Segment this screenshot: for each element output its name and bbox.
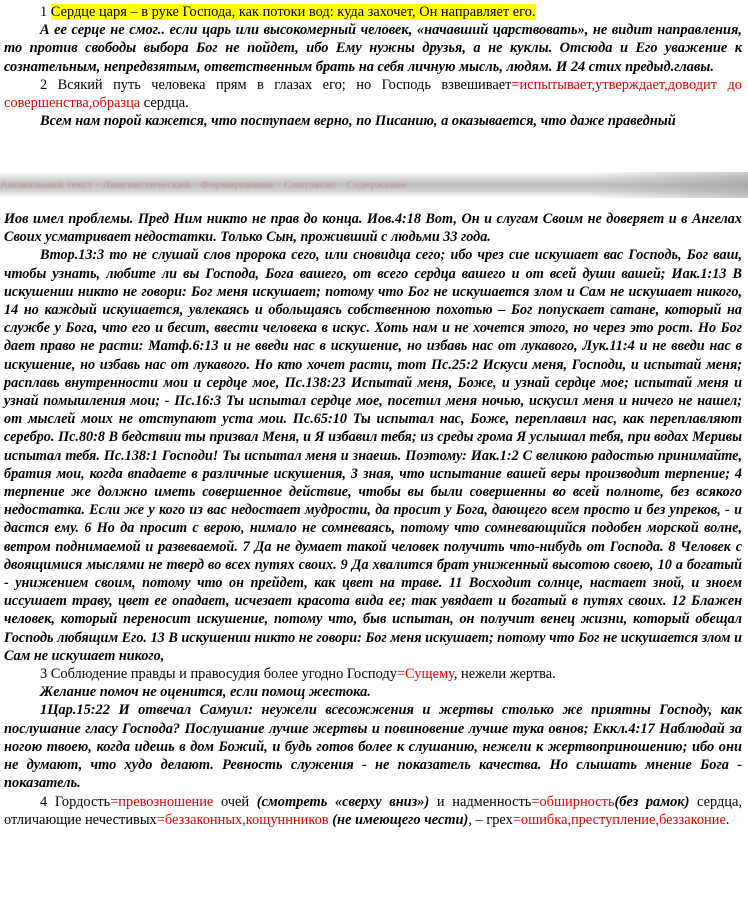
verse-4-c: и надменность bbox=[429, 793, 532, 810]
verse-3-tail: , нежели жертва. bbox=[453, 666, 556, 683]
commentary-5: Желание помоч не оценится, если помощ жестока. bbox=[40, 684, 371, 701]
verse-2-tail: сердца. bbox=[140, 95, 189, 112]
verse-1-highlight: Сердце царя – в руке Господа, как потоки вод: куда захочет, Он направляет его. bbox=[50, 4, 536, 20]
commentary-3: Иов имел проблемы. Пред Ним никто не прав до конца. Иов.4:18 Вот, Он и слугам Своим не доверяет и в Ангелах Своих усматривает недостатки. Только Сын, проживший с людьми 33 года. bbox=[4, 211, 742, 246]
page-bottom bbox=[0, 210, 748, 829]
verse-4-gloss-3: =беззаконных,кощуннников bbox=[156, 811, 329, 828]
commentary-1: А ее серце не смог.. если царь или высокомерный человек, «начавший царствовать», не видит направления, то против свободы выбора Бог не пойдет, ибо Ему нужны друзья, а не куклы. Отсюда и Его уважение к сознательным, непредвзятым, ответственным брать на себя личную мысль, людям. И 24 стих предыд.главы. bbox=[4, 22, 742, 75]
verse-4-g: . bbox=[725, 811, 730, 828]
verse-4-gloss-1: =превозношение bbox=[110, 793, 214, 810]
verse-1 bbox=[4, 3, 742, 21]
blur-shade bbox=[588, 172, 748, 198]
verse-2 bbox=[4, 76, 742, 112]
verse-3-text: 3 Соблюдение правды и правосудия более угодно Господу bbox=[40, 666, 397, 683]
page-break-blur bbox=[0, 172, 748, 198]
verse-2-text: 2 Всякий путь человека прям в глазах его; но Господь взвешивает bbox=[40, 76, 512, 93]
verse-3-gloss: =Сущему bbox=[396, 666, 454, 683]
verse-4-d: сердца, отличающие нечестивых bbox=[4, 793, 742, 828]
verse-1-number: 1 bbox=[40, 4, 51, 20]
commentary-2: Всем нам порой кажется, что поступаем верно, по Писанию, а оказывается, что даже праведный bbox=[40, 113, 676, 130]
verse-4-note-1: (смотреть «сверху вниз») bbox=[256, 793, 430, 810]
verse-4-note-3: (не имеющего чести) bbox=[332, 811, 469, 828]
verse-2-gloss: =испытывает,утверждает,доводит до совершенства,образца bbox=[4, 76, 742, 112]
verse-4 bbox=[4, 793, 742, 829]
commentary-6: 1Цар.15:22 И отвечал Самуил: неужели всесожжения и жертвы столько же приятны Господу, как послушание гласу Господа? Послушание лучше жертвы и повиновение лучше тука овнов; Еккл.4:17 Наблюдай за ногою твоею, когда идешь в дом Божий, и будь готов более к слушанию, нежели к жертвоприношению; ибо они не думают, что худо делают. Ревность служения - не показатель качества. Но слышать мнение Бога - показатель. bbox=[4, 702, 742, 792]
page-top bbox=[0, 0, 748, 130]
verse-4-note-2: (без рамок) bbox=[614, 793, 690, 810]
verse-4-b: очей bbox=[213, 793, 257, 810]
verse-4-f: , – грех bbox=[468, 811, 513, 828]
verse-3 bbox=[4, 665, 742, 683]
commentary-4: Втор.13:3 то не слушай слов пророка сего, или сновидца сего; ибо чрез сие искушает вас Господь, Бог ваш, чтобы узнать, любите ли вы Господа, Бога вашего, от всего сердца вашего и от всей души вашей; Иак.1:13 В искушении никто не говори: Бог меня искушает; потому что Бог не искушается злом и Сам не искушает никого, 14 но каждый искушается, увлекаясь и обольщаясь собственною похотью – Бог попускает сатане, который на службе у Бога, что его и бесит, ввести человека в искус. Хоть нам и не хочется этого, но через это рост. Но Бог дает право не расти: Матф.6:13 и не введи нас в искушение, но избавь нас от лукавого, Лук.11:4 и не введи нас в искушение, но избавь нас от лукавого. Но кто хочет расти, тот Пс.25:2 Искуси меня, Господи, и испытай меня; расплавь внутренности мои и сердце мое, Пс.138:23 Испытай меня, Боже, и узнай сердце мое; испытай меня и узнай помышления мои; - Пс.16:3 Ты испытал сердце мое, посетил меня ночью, искусил меня и ничего не нашел; от мыслей моих не отступают уста мои. Пс.65:10 Ты испытал нас, Боже, переплавил нас, как переплавляют серебро. Пс.80:8 В бедствии ты призвал Меня, и Я избавил тебя; из среды грома Я услышал тебя, при водах Меривы испытал тебя. Пс.138:1 Господи! Ты испытал меня и знаешь. Поэтому: Иак.1:2 С великою радостью принимайте, братия мои, когда впадаете в различные искушения, 3 зная, что испытание вашей веры производит терпение; 4 терпение же должно иметь совершенное действие, чтобы вы были совершенны во всей полноте, без всякого недостатка. Если же у кого из вас недостает мудрости, да просит у Бога, дающего всем просто и без упреков, - и дастся ему. 6 Но да просит с верою, нимало не сомневаясь, потому что сомневающийся подобен морской волне, ветром поднимаемой и развеваемой. 7 Да не думает такой человек получить что-нибудь от Господа. 8 Человек с двоящимися мыслями не тверд во всех путях своих. 9 Да хвалится брат униженный высотою своею, 10 а богатый - унижением своим, потому что он прейдет, как цвет на траве. 11 Восходит солнце, настает зной, и зноем иссушает траву, цвет ее опадает, исчезает красота вида ее; так увядает и богатый в путях своих. 12 Блажен человек, который переносит искушение, потому что, быв испытан, он получит венец жизни, который обещал Господь любящим Его. 13 В искушении никто не говори: Бог меня искушает; потому что Бог не искушается злом и Сам не искушает никого, bbox=[4, 247, 742, 664]
blurred-text: Аномальный текст · Лингвистический · Формирование · Синтаксис · Содержание bbox=[0, 179, 408, 191]
verse-4-gloss-2: =обширность bbox=[531, 793, 615, 810]
verse-4-gloss-4: =ошибка,преступление,беззаконие bbox=[512, 811, 726, 828]
verse-4-a: 4 Гордость bbox=[40, 793, 111, 810]
